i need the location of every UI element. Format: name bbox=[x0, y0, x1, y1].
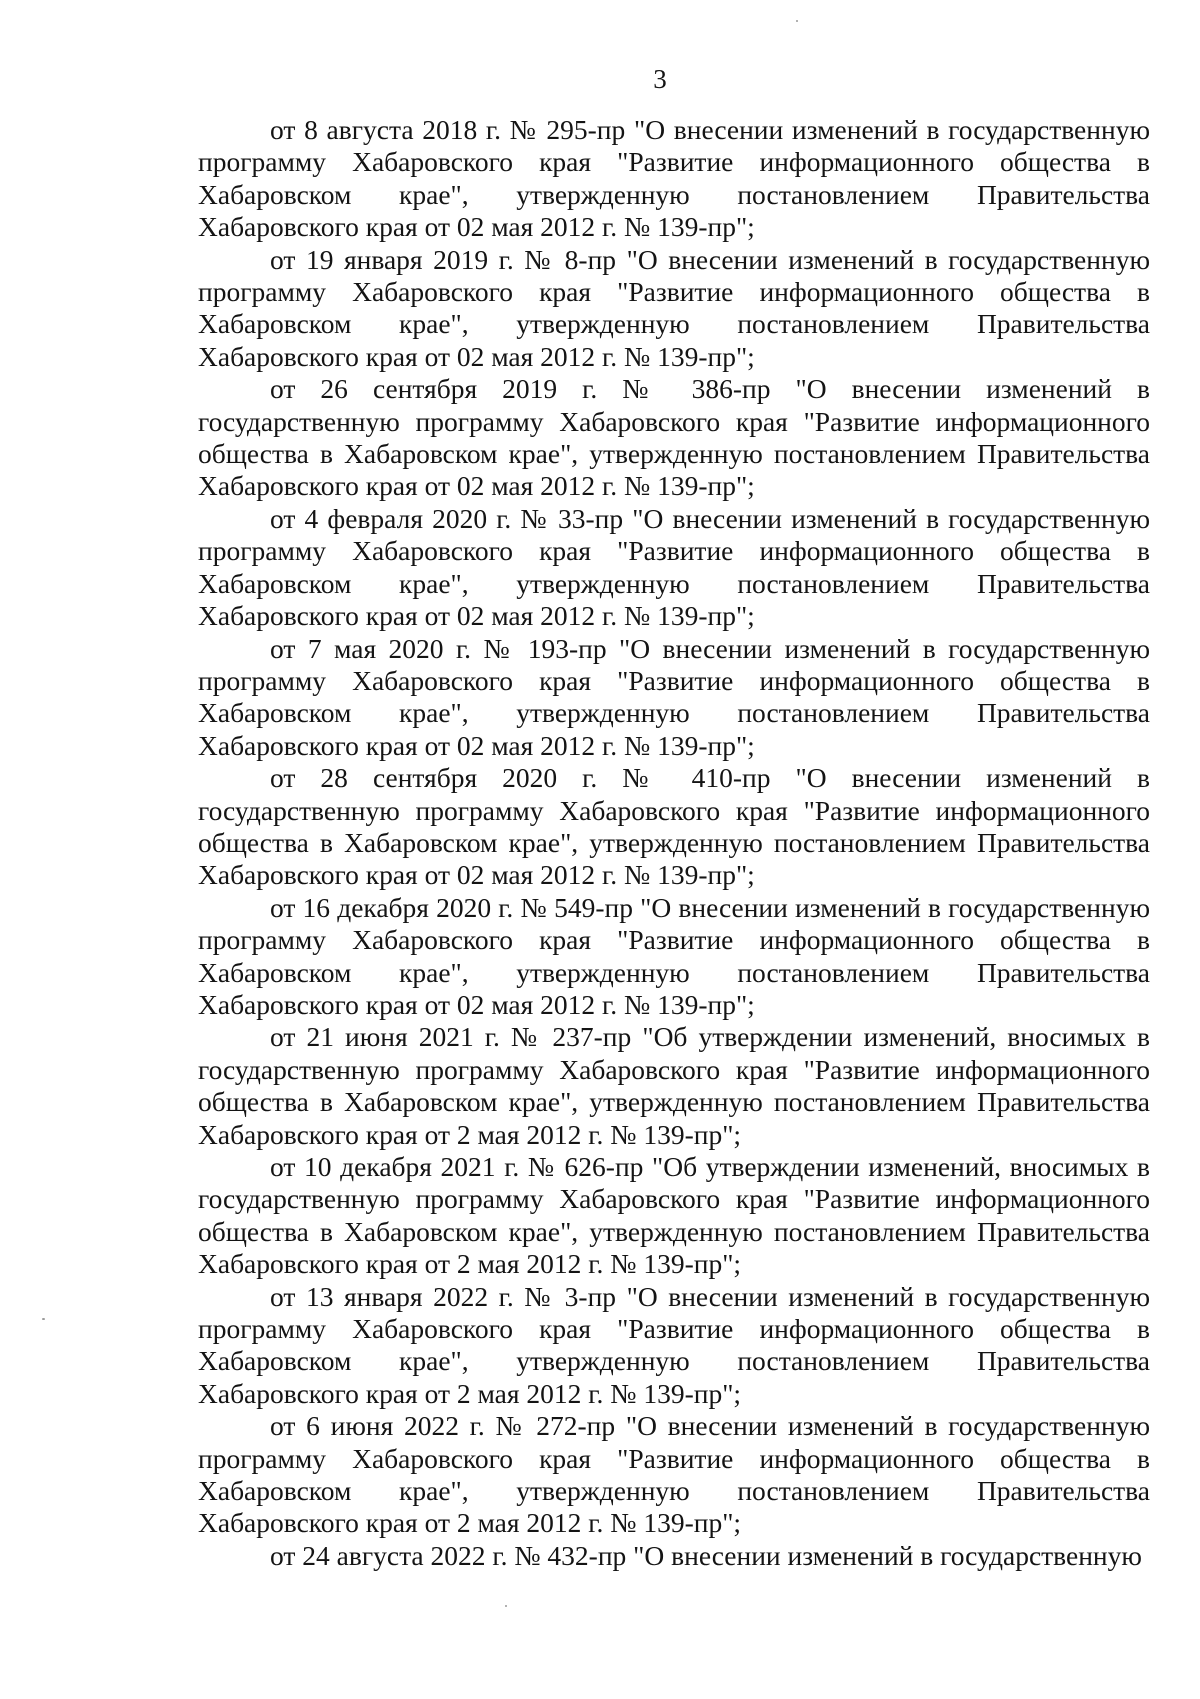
list-item: от 28 сентября 2020 г. № 410-пр "О внесении изменений в государственную программу Хабаровского края "Развитие информационного общества в Хабаровском крае", утвержденную постановлением Правительства Хабаровского края от 02 мая 2012 г. № 139-пр"; bbox=[198, 762, 1150, 891]
scan-speck bbox=[796, 20, 798, 22]
list-item: от 16 декабря 2020 г. № 549-пр "О внесении изменений в государственную программу Хабаровского края "Развитие информационного общества в Хабаровском крае", утвержденную постановлением Правительства Хабаровского края от 02 мая 2012 г. № 139-пр"; bbox=[198, 891, 1150, 1020]
page-number: 3 bbox=[653, 64, 667, 94]
document-body bbox=[198, 114, 1150, 1572]
list-item: от 4 февраля 2020 г. № 33-пр "О внесении изменений в государственную программу Хабаровского края "Развитие информационного общества в Хабаровском крае", утвержденную постановлением Правительства Хабаровского края от 02 мая 2012 г. № 139-пр"; bbox=[198, 502, 1150, 632]
scan-speck bbox=[505, 1605, 507, 1607]
list-item: от 21 июня 2021 г. № 237-пр "Об утверждении изменений, вносимых в государственную программу Хабаровского края "Развитие информационного общества в Хабаровском крае", утвержденную постановлением Правительства Хабаровского края от 2 мая 2012 г. № 139-пр"; bbox=[198, 1021, 1150, 1150]
list-item: от 19 января 2019 г. № 8-пр "О внесении изменений в государственную программу Хабаровского края "Развитие информационного общества в Хабаровском крае", утвержденную постановлением Правительства Хабаровского края от 02 мая 2012 г. № 139-пр"; bbox=[198, 243, 1150, 372]
list-item: от 13 января 2022 г. № 3-пр "О внесении изменений в государственную программу Хабаровского края "Развитие информационного общества в Хабаровском крае", утвержденную постановлением Правительства Хабаровского края от 2 мая 2012 г. № 139-пр"; bbox=[198, 1280, 1150, 1409]
list-item: от 26 сентября 2019 г. № 386-пр "О внесении изменений в государственную программу Хабаровского края "Развитие информационного общества в Хабаровском крае", утвержденную постановлением Правительства Хабаровского края от 02 мая 2012 г. № 139-пр"; bbox=[198, 373, 1150, 502]
list-item: от 6 июня 2022 г. № 272-пр "О внесении изменений в государственную программу Хабаровского края "Развитие информационного общества в Хабаровском крае", утвержденную постановлением Правительства Хабаровского края от 2 мая 2012 г. № 139-пр"; bbox=[198, 1410, 1150, 1539]
scan-speck bbox=[42, 1318, 45, 1320]
list-item: от 7 мая 2020 г. № 193-пр "О внесении изменений в государственную программу Хабаровского края "Развитие информационного общества в Хабаровском крае", утвержденную постановлением Правительства Хабаровского края от 02 мая 2012 г. № 139-пр"; bbox=[198, 632, 1150, 761]
list-item: от 8 августа 2018 г. № 295-пр "О внесении изменений в государственную программу Хабаровского края "Развитие информационного общества в Хабаровском крае", утвержденную постановлением Правительства Хабаровского края от 02 мая 2012 г. № 139-пр"; bbox=[198, 114, 1150, 243]
list-item: от 24 августа 2022 г. № 432-пр "О внесении изменений в государственную bbox=[270, 1539, 1142, 1571]
list-item: от 10 декабря 2021 г. № 626-пр "Об утверждении изменений, вносимых в государственную программу Хабаровского края "Развитие информационного общества в Хабаровском крае", утвержденную постановлением Правительства Хабаровского края от 2 мая 2012 г. № 139-пр"; bbox=[198, 1151, 1150, 1280]
